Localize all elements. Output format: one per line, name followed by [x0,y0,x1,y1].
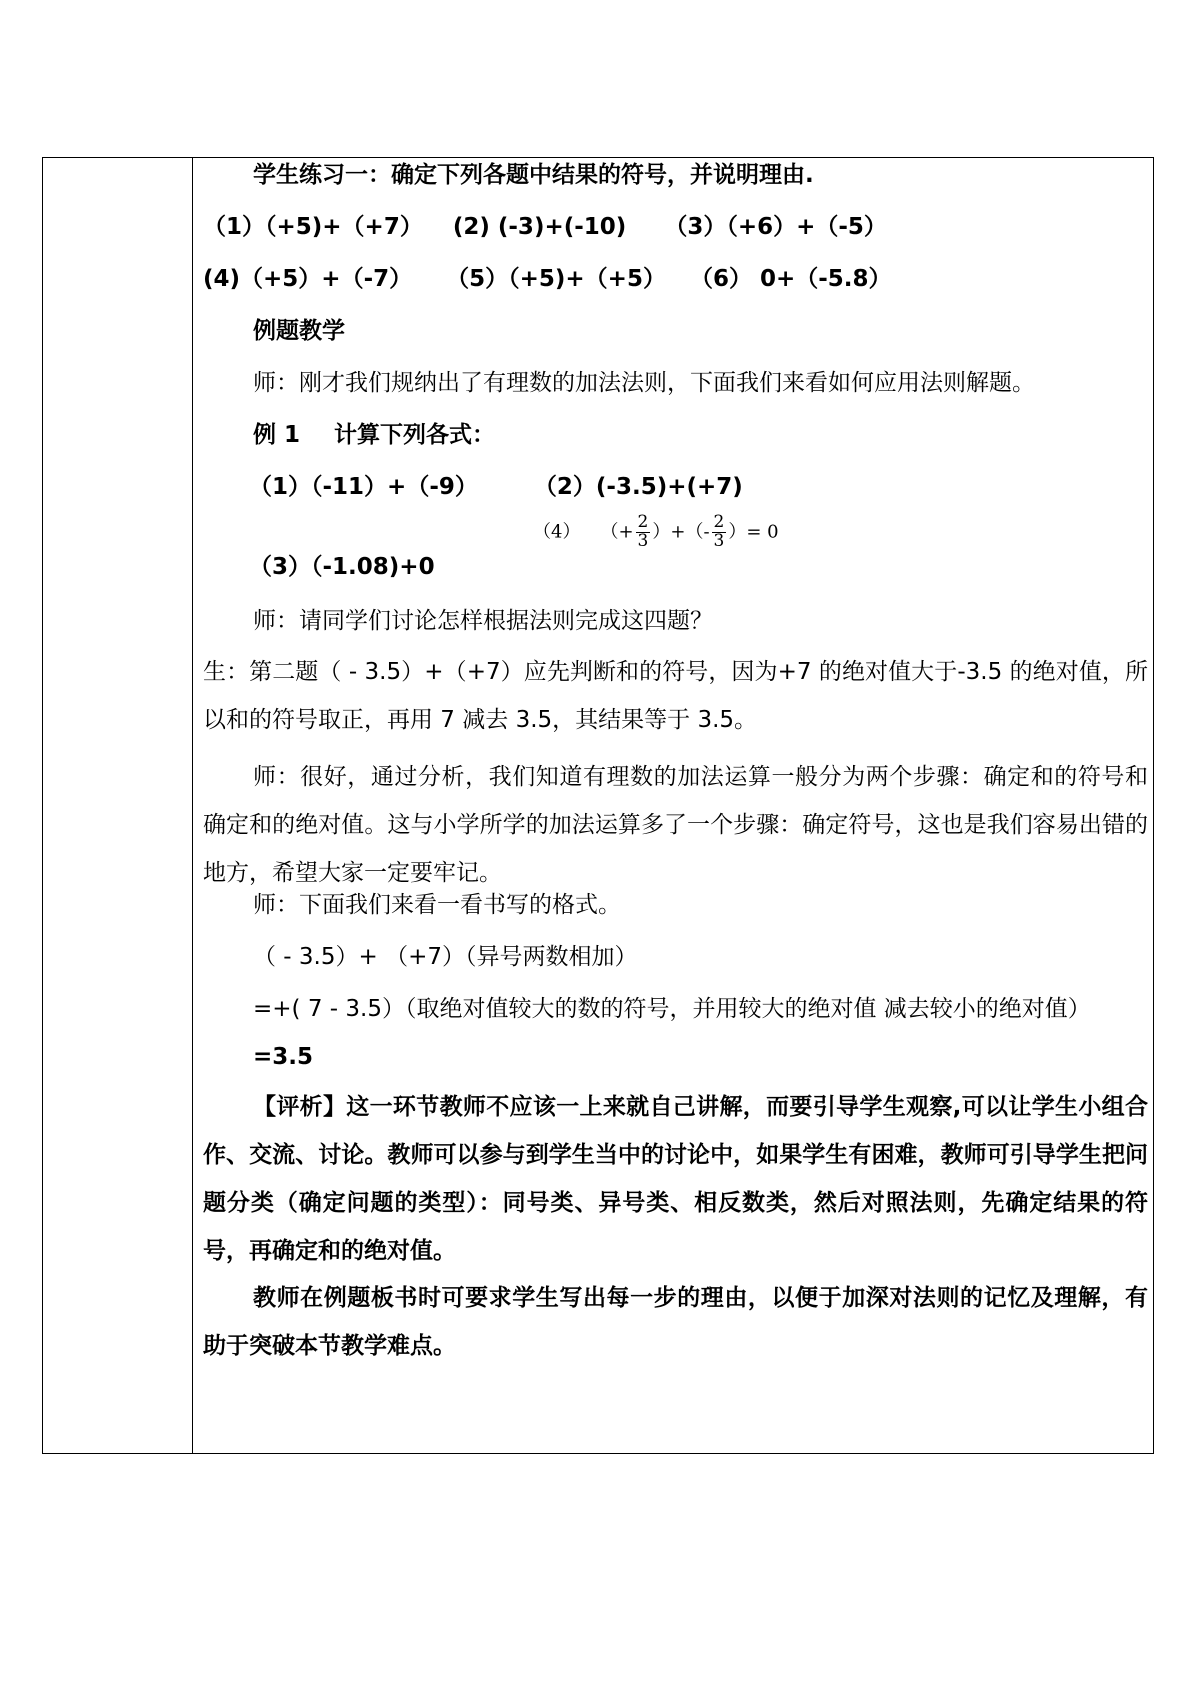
formula-open-1: （+ [600,521,634,543]
fraction-1 [636,514,651,551]
exercise-item-3: （3）（+6）+（-5） [664,214,887,240]
example-1-heading [253,422,495,450]
formula-middle: ）+（- [652,521,710,543]
example-item-4-formula [533,514,779,551]
commentary-paragraph: 【评析】这一环节教师不应该一上来就自己讲解，而要引导学生观察,可以让学生小组合作、交流、讨论。教师可以参与到学生当中的讨论中，如果学生有困难，教师可引导学生把问题分类（确定问题的类型）：同号类、异号类、相反数类，然后对照法则，先确定结果的符号，再确定和的绝对值。 [203,1094,1148,1264]
example-item-3: （3）（-1.08)+0 [249,554,435,580]
fraction-1-denominator: 3 [637,530,649,551]
formula-label: （4） [533,521,581,543]
exercise-item-2: (2) (-3)+(-10) [452,214,627,240]
example-1-prompt: 计算下列各式： [334,422,496,448]
fraction-1-numerator: 2 [637,512,649,532]
working-step-1: （ - 3.5）+ （+7）（异号两数相加） [253,944,638,970]
teacher-summary: 师：很好，通过分析，我们知道有理数的加法运算一般分为两个步骤：确定和的符号和确定和的绝对值。这与小学所学的加法运算多了一个步骤：确定符号，这也是我们容易出错的地方，希望大家一定要牢记。 [203,764,1148,886]
example-1-label: 例 1 [253,422,301,448]
exercise-item-6: （6） 0+（-5.8） [689,266,892,292]
working-step-2: =+( 7 - 3.5）（取绝对值较大的数的符号，并用较大的绝对值 减去较小的绝对值） [253,996,1091,1022]
exercise-item-5: （5）（+5)+（+5） [446,266,666,292]
example-heading: 例题教学 [253,318,345,344]
left-column-cell [43,158,193,1453]
teacher-format: 师：下面我们来看一看书写的格式。 [253,892,621,918]
formula-end: ）= 0 [728,521,779,543]
lesson-table [42,157,1154,1454]
example-item-1: （1）（-11）+（-9） [249,474,478,500]
fraction-2-denominator: 3 [713,530,725,551]
exercise-title: 学生练习一：确定下列各题中结果的符号，并说明理由. [253,162,814,188]
exercise-row-2 [203,266,892,294]
exercise-item-1: （1）（+5)+（+7） [203,214,423,240]
exercise-item-4: (4)（+5）+（-7） [203,266,413,292]
teacher-intro: 师：刚才我们规纳出了有理数的加法法则，下面我们来看如何应用法则解题。 [253,370,1035,396]
teacher-question: 师：请同学们讨论怎样根据法则完成这四题？ [253,608,713,634]
example-1-row-1 [249,474,743,502]
fraction-2 [712,514,727,551]
exercise-row-1 [203,214,887,242]
closing-paragraph: 教师在例题板书时可要求学生写出每一步的理由，以便于加深对法则的记忆及理解，有助于突破本节教学难点。 [203,1285,1148,1359]
working-step-3: =3.5 [253,1044,314,1070]
example-item-2: （2）(-3.5)+(+7) [533,474,743,500]
fraction-2-numerator: 2 [713,512,725,532]
student-answer: 生：第二题（ - 3.5）+（+7）应先判断和的符号，因为+7 的绝对值大于-3.5 的绝对值，所以和的符号取正，再用 7 减去 3.5，其结果等于 3.5。 [203,659,1148,733]
